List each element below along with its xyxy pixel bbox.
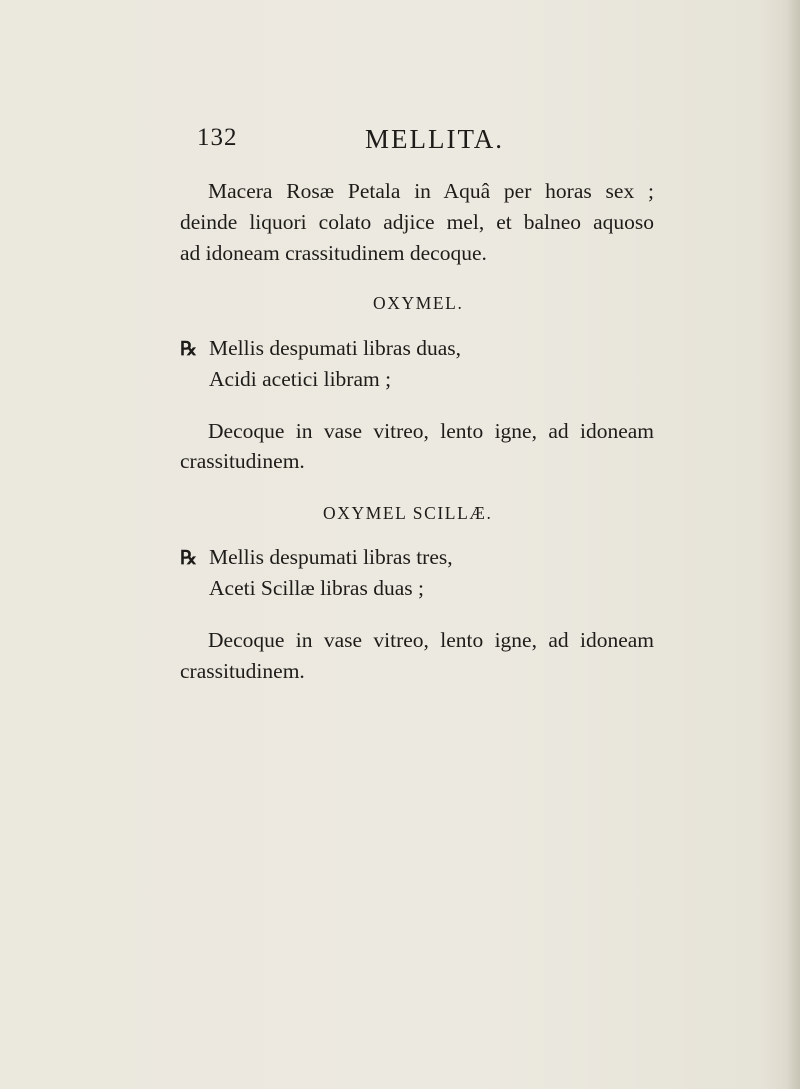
section-heading-oxymel-scillae: OXYMEL SCILLÆ. xyxy=(323,503,493,523)
direction-line: crassitudinem. xyxy=(180,449,305,473)
ingredient-line: Mellis despumati libras duas, xyxy=(209,336,461,360)
page-number: 132 xyxy=(197,124,238,151)
ingredient-line: Mellis despumati libras tres, xyxy=(209,545,453,569)
running-head: MELLITA. xyxy=(365,124,505,154)
recipe-symbol: ℞ xyxy=(180,339,198,360)
direction-line: Decoque in vase vitreo, lento igne, ad idoneam xyxy=(208,628,654,652)
ingredient-line: Aceti Scillæ libras duas ; xyxy=(209,576,424,600)
text-line: Macera Rosæ Petala in Aquâ per horas sex ; xyxy=(208,179,654,203)
text-line: deinde liquori colato adjice mel, et balneo aquoso xyxy=(180,210,654,234)
page-header xyxy=(197,124,505,164)
recipe-symbol: ℞ xyxy=(180,548,198,569)
ingredient-line: Acidi acetici libram ; xyxy=(209,367,392,391)
direction-line: crassitudinem. xyxy=(180,659,305,683)
direction-line: Decoque in vase vitreo, lento igne, ad idoneam xyxy=(208,419,654,443)
text-line: ad idoneam crassitudinem decoque. xyxy=(180,241,487,265)
page-edge-shadow xyxy=(786,0,800,1089)
section-heading-oxymel: OXYMEL. xyxy=(373,293,464,313)
